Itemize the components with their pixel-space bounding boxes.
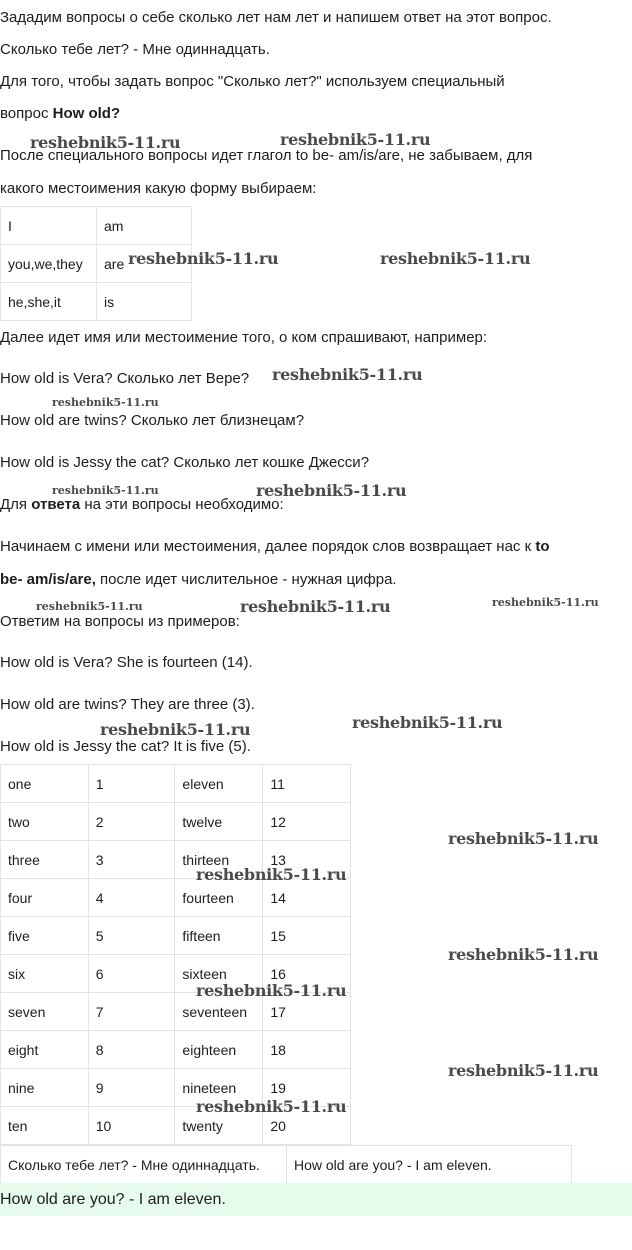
watermark: reshebnik5-11.ru [448, 829, 599, 848]
number-digit-cell: 5 [88, 917, 175, 955]
summary-table [0, 1145, 572, 1184]
number-word-cell: four [1, 879, 89, 917]
rules-line-1-bold: ответа [31, 496, 81, 513]
number-digit-cell: 10 [88, 1107, 175, 1145]
numbers-table [0, 764, 351, 1145]
intro-line-4-bold: How old? [52, 105, 121, 122]
watermark: reshebnik5-11.ru [52, 396, 159, 409]
number-word-cell: ten [1, 1107, 89, 1145]
watermark: reshebnik5-11.ru [256, 481, 407, 500]
number-word-cell: seven [1, 993, 89, 1031]
intro-line-5: После специального вопросы идет глагол to be- am/is/are, не забываем, для [0, 147, 533, 164]
number-row [1, 917, 351, 955]
number-word-cell: six [1, 955, 89, 993]
number-digit-cell: 8 [88, 1031, 175, 1069]
number-word-cell: nine [1, 1069, 89, 1107]
rules-line-3 [0, 570, 397, 590]
summary-row [1, 1146, 572, 1184]
rules-line-1-prefix: Для [0, 496, 32, 513]
number-word-cell: twelve [175, 803, 263, 841]
number-digit-cell: 15 [263, 917, 351, 955]
intro-line-6: какого местоимения какую форму выбираем: [0, 180, 317, 197]
number-word-cell: two [1, 803, 89, 841]
number-digit-cell: 14 [263, 879, 351, 917]
number-digit-cell: 19 [263, 1069, 351, 1107]
watermark: reshebnik5-11.ru [380, 249, 531, 268]
number-digit-cell: 1 [88, 765, 175, 803]
watermark: reshebnik5-11.ru [36, 600, 143, 613]
watermark: reshebnik5-11.ru [128, 249, 279, 268]
watermark: reshebnik5-11.ru [100, 720, 251, 739]
verb-cell: is [97, 283, 192, 321]
watermark: reshebnik5-11.ru [196, 981, 347, 1000]
number-digit-cell: 7 [88, 993, 175, 1031]
number-row [1, 879, 351, 917]
number-word-cell: fourteen [175, 879, 263, 917]
number-word-cell: fifteen [175, 917, 263, 955]
watermark: reshebnik5-11.ru [448, 1061, 599, 1080]
number-digit-cell: 17 [263, 993, 351, 1031]
summary-en: How old are you? - I am eleven. [287, 1146, 572, 1184]
summary-ru: Сколько тебе лет? - Мне одиннадцать. [1, 1146, 287, 1184]
watermark: reshebnik5-11.ru [280, 130, 431, 149]
intro-line-1: Зададим вопросы о себе сколько лет нам лет и напишем ответ на этот вопрос. [0, 9, 552, 26]
intro-line-4-prefix: вопрос [0, 105, 53, 122]
examples-lead: Далее идет имя или местоимение того, о ком спрашивают, например: [0, 329, 488, 346]
watermark: reshebnik5-11.ru [196, 865, 347, 884]
example-q1: How old is Vera? Сколько лет Вере? [0, 370, 250, 387]
number-word-cell: sixteen [175, 955, 263, 993]
rules-line-2-prefix: Начинаем с имени или местоимения, далее порядок слов возвращает нас к [0, 538, 536, 555]
pronoun-cell: he,she,it [1, 283, 97, 321]
number-digit-cell: 9 [88, 1069, 175, 1107]
number-digit-cell: 12 [263, 803, 351, 841]
verb-cell: are [97, 245, 192, 283]
watermark: reshebnik5-11.ru [448, 945, 599, 964]
watermark: reshebnik5-11.ru [196, 1097, 347, 1116]
number-word-cell: five [1, 917, 89, 955]
number-word-cell: one [1, 765, 89, 803]
number-digit-cell: 20 [263, 1107, 351, 1145]
number-word-cell: eight [1, 1031, 89, 1069]
rules-line-4: Ответим на вопросы из примеров: [0, 613, 240, 630]
number-digit-cell: 4 [88, 879, 175, 917]
watermark: reshebnik5-11.ru [240, 597, 391, 616]
number-word-cell: eighteen [175, 1031, 263, 1069]
example-q2: How old are twins? Сколько лет близнецам? [0, 412, 305, 429]
number-digit-cell: 11 [263, 765, 351, 803]
watermark: reshebnik5-11.ru [352, 713, 503, 732]
rules-line-2 [0, 537, 550, 557]
watermark: reshebnik5-11.ru [272, 365, 423, 384]
pronoun-cell: you,we,they [1, 245, 97, 283]
answer-a1: How old is Vera? She is fourteen (14). [0, 654, 253, 671]
number-row [1, 765, 351, 803]
verb-cell: am [97, 207, 192, 245]
number-word-cell: three [1, 841, 89, 879]
watermark: reshebnik5-11.ru [52, 484, 159, 497]
watermark: reshebnik5-11.ru [492, 596, 599, 609]
number-digit-cell: 6 [88, 955, 175, 993]
pronoun-cell: I [1, 207, 97, 245]
answer-a3: How old is Jessy the cat? It is five (5). [0, 738, 251, 755]
watermark: reshebnik5-11.ru [30, 133, 181, 152]
number-word-cell: thirteen [175, 841, 263, 879]
intro-line-3: Для того, чтобы задать вопрос "Сколько лет?" используем специальный [0, 73, 505, 90]
rules-line-3-suffix: после идет числительное - нужная цифра. [95, 571, 397, 588]
intro-line-4 [0, 104, 120, 124]
number-row [1, 803, 351, 841]
number-digit-cell: 18 [263, 1031, 351, 1069]
number-word-cell: seventeen [175, 993, 263, 1031]
number-digit-cell: 3 [88, 841, 175, 879]
rules-line-1-suffix: на эти вопросы необходимо: [80, 496, 284, 513]
pronoun-row [1, 283, 192, 321]
answer-a2: How old are twins? They are three (3). [0, 696, 255, 713]
intro-line-2: Сколько тебе лет? - Мне одиннадцать. [0, 41, 270, 58]
number-row [1, 1031, 351, 1069]
rules-line-3-bold: be- am/is/are, [0, 571, 96, 588]
number-digit-cell: 16 [263, 955, 351, 993]
rules-line-2-bold: to [535, 538, 550, 555]
example-q3: How old is Jessy the cat? Сколько лет кошке Джесси? [0, 454, 370, 471]
final-answer: How old are you? - I am eleven. [0, 1183, 632, 1216]
number-word-cell: twenty [175, 1107, 263, 1145]
number-digit-cell: 13 [263, 841, 351, 879]
pronoun-row [1, 207, 192, 245]
number-word-cell: eleven [175, 765, 263, 803]
number-digit-cell: 2 [88, 803, 175, 841]
number-word-cell: nineteen [175, 1069, 263, 1107]
rules-line-1 [0, 495, 284, 515]
